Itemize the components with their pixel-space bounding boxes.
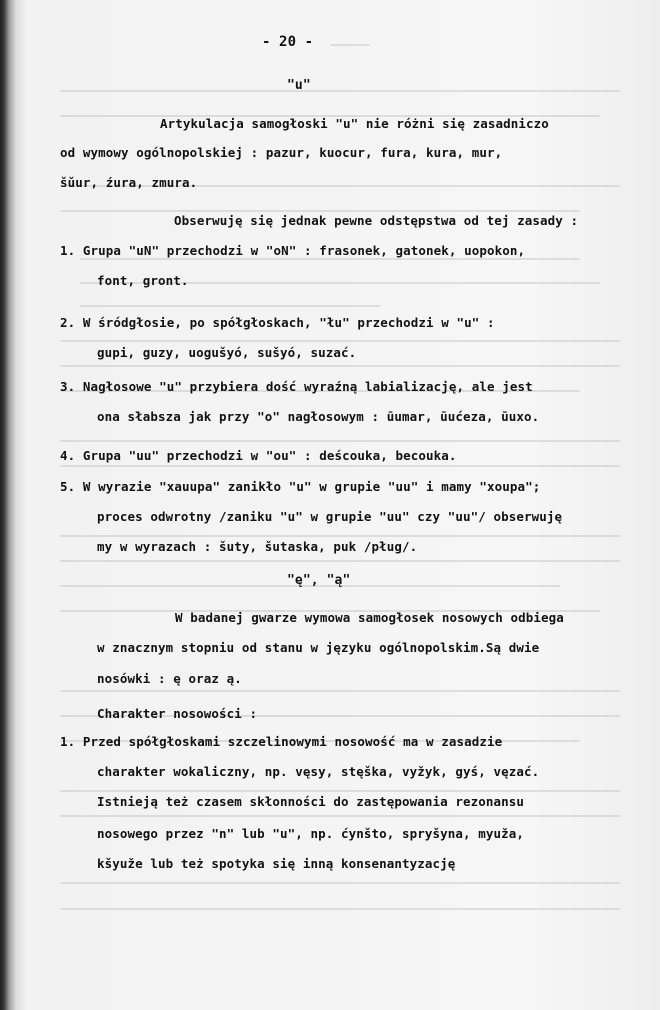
list-item-1-cont: Istnieją też czasem skłonności do zastępowania rezonansu bbox=[97, 794, 525, 809]
paragraph-line: nosówki : ę oraz ą. bbox=[97, 671, 242, 686]
list-item-1: 1. Grupa "uN" przechodzi w "oN" : frasonek, gatonek, uopokon, bbox=[60, 243, 526, 258]
list-item-1-cont: font, gront. bbox=[97, 273, 189, 288]
list-item-1-cont: kšyuže lub też spotyka się inną konsenantyzację bbox=[97, 856, 456, 871]
section-title-u: "u" bbox=[287, 78, 311, 93]
observation-line: Obserwuję się jednak pewne odstępstwa od tej zasady : bbox=[174, 213, 579, 228]
paragraph-line: W badanej gwarze wymowa samogłosek nosowych odbiega bbox=[175, 610, 564, 625]
paragraph-line: w znacznym stopniu od stanu w języku ogólnopolskim.Są dwie bbox=[97, 640, 540, 655]
list-item-4: 4. Grupa "uu" przechodzi w "ou" : deścouka, becouka. bbox=[60, 448, 457, 463]
list-item-2: 2. W śródgłosie, po spółgłoskach, "łu" przechodzi w "u" : bbox=[60, 315, 495, 330]
page-number: - 20 - bbox=[262, 34, 314, 50]
list-item-1-cont: charakter wokaliczny, np. vęsy, stęška, vyžyk, gyś, vęzać. bbox=[97, 764, 540, 779]
list-item-5-cont: proces odwrotny /zaniku "u" w grupie "uu" czy "uu"/ obserwuję bbox=[97, 509, 563, 524]
list-item-5-cont: my w wyrazach : šuty, šutaska, puk /pług/. bbox=[97, 539, 418, 554]
section-title-nasal: "ę", "ą" bbox=[287, 573, 351, 588]
list-item-3: 3. Nagłosowe "u" przybiera dość wyraźną labializację, ale jest bbox=[60, 379, 533, 394]
paragraph-line: šǔur, źura, zmura. bbox=[60, 175, 198, 190]
list-item-1: 1. Przed spółgłoskami szczelinowymi nosowość ma w zasadzie bbox=[60, 734, 503, 749]
paragraph-line: od wymowy ogólnopolskiej : pazur, kuocur, fura, kura, mur, bbox=[60, 145, 503, 160]
section-heading: Charakter nosowości : bbox=[97, 706, 258, 721]
list-item-5: 5. W wyrazie "xauupa" zanikło "u" w grupie "uu" i mamy "xoupa"; bbox=[60, 479, 541, 494]
list-item-1-cont: nosowego przez "n" lub "u", np. ćynšto, spryšyna, myuža, bbox=[97, 826, 525, 841]
paragraph-line: Artykulacja samogłoski "u" nie różni się zasadniczo bbox=[160, 116, 549, 131]
list-item-3-cont: ona słabsza jak przy "o" nagłosowym : ūumar, ūućeza, ūuxo. bbox=[97, 409, 540, 424]
list-item-2-cont: gupi, guzy, uogušyó, sušyó, suzać. bbox=[97, 345, 357, 360]
